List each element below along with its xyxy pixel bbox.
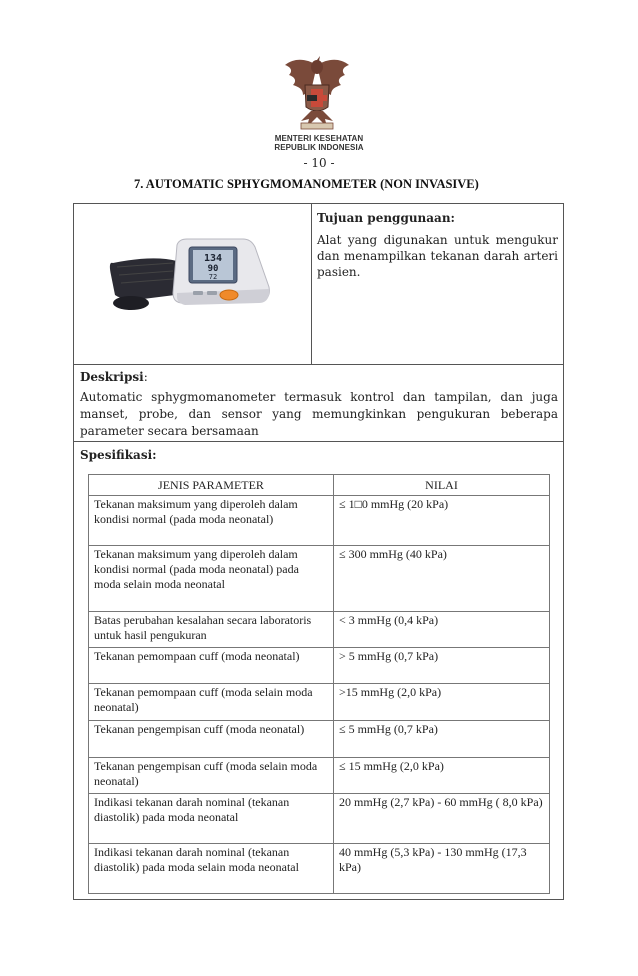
- table-row: [89, 758, 550, 794]
- table-row: [89, 844, 550, 894]
- description-text: Automatic sphygmomanometer termasuk kontrol dan tampilan, dan juga manset, probe, dan sensor yang memungkinkan pengukuran beberapa parameter secara bersamaan: [80, 390, 558, 438]
- param-cell: Tekanan pengempisan cuff (moda neonatal): [89, 721, 334, 758]
- value-cell: >15 mmHg (2,0 kPa): [334, 684, 550, 721]
- device-display-systolic: 134: [203, 253, 223, 264]
- specification-title: Spesifikasi:: [80, 448, 157, 462]
- section-title: 7. AUTOMATIC SPHYGMOMANOMETER (NON INVASIVE): [134, 177, 479, 191]
- device-display-pulse: 72: [208, 273, 218, 281]
- purpose-title: Tujuan penggunaan:: [317, 211, 455, 225]
- table-row: [89, 496, 550, 546]
- param-cell: Indikasi tekanan darah nominal (tekanan diastolik) pada moda selain moda neonatal: [89, 844, 334, 894]
- table-header-row: [89, 475, 550, 496]
- table-row: [89, 794, 550, 844]
- param-cell: Tekanan pemompaan cuff (moda selain moda neonatal): [89, 684, 334, 721]
- ministry-header: [250, 134, 388, 152]
- value-cell: 20 mmHg (2,7 kPa) - 60 mmHg ( 8,0 kPa): [334, 794, 550, 844]
- ministry-line-2: REPUBLIK INDONESIA: [274, 143, 364, 152]
- sphygmomanometer-image: [73, 203, 312, 364]
- param-cell: Tekanan maksimum yang diperoleh dalam kondisi normal (pada moda neonatal) pada moda selain moda neonatal: [89, 546, 334, 612]
- value-cell: > 5 mmHg (0,7 kPa): [334, 648, 550, 684]
- device-display-diastolic: 90: [207, 264, 219, 274]
- table-row: [89, 721, 550, 758]
- value-cell: < 3 mmHg (0,4 kPa): [334, 612, 550, 648]
- page-number: - 10 -: [303, 156, 335, 170]
- description-title: [80, 370, 148, 384]
- description-title-label: Deskripsi: [80, 370, 144, 384]
- param-cell: Indikasi tekanan darah nominal (tekanan diastolik) pada moda neonatal: [89, 794, 334, 844]
- value-cell: ≤ 5 mmHg (0,7 kPa): [334, 721, 550, 758]
- param-cell: Tekanan maksimum yang diperoleh dalam kondisi normal (pada moda neonatal): [89, 496, 334, 546]
- description-colon: :: [143, 370, 148, 384]
- header-value: NILAI: [334, 475, 550, 496]
- row-divider: [73, 441, 564, 442]
- row-divider: [73, 364, 564, 365]
- param-cell: Tekanan pemompaan cuff (moda neonatal): [89, 648, 334, 684]
- value-cell: 40 mmHg (5,3 kPa) - 130 mmHg (17,3 kPa): [334, 844, 550, 894]
- table-row: [89, 612, 550, 648]
- value-cell: ≤ 300 mmHg (40 kPa): [334, 546, 550, 612]
- value-cell: ≤ 1□0 mmHg (20 kPa): [334, 496, 550, 546]
- table-row: [89, 684, 550, 721]
- param-cell: Batas perubahan kesalahan secara laboratoris untuk hasil pengukuran: [89, 612, 334, 648]
- table-row: [89, 648, 550, 684]
- ministry-line-1: MENTERI KESEHATAN: [274, 134, 364, 143]
- value-cell: ≤ 15 mmHg (2,0 kPa): [334, 758, 550, 794]
- specification-table: [88, 474, 550, 894]
- purpose-text: Alat yang digunakan untuk mengukur dan menampilkan tekanan darah arteri pasien.: [317, 233, 558, 279]
- garuda-emblem-icon: [281, 55, 353, 133]
- header-parameter: JENIS PARAMETER: [89, 475, 334, 496]
- param-cell: Tekanan pengempisan cuff (moda selain moda neonatal): [89, 758, 334, 794]
- table-row: [89, 546, 550, 612]
